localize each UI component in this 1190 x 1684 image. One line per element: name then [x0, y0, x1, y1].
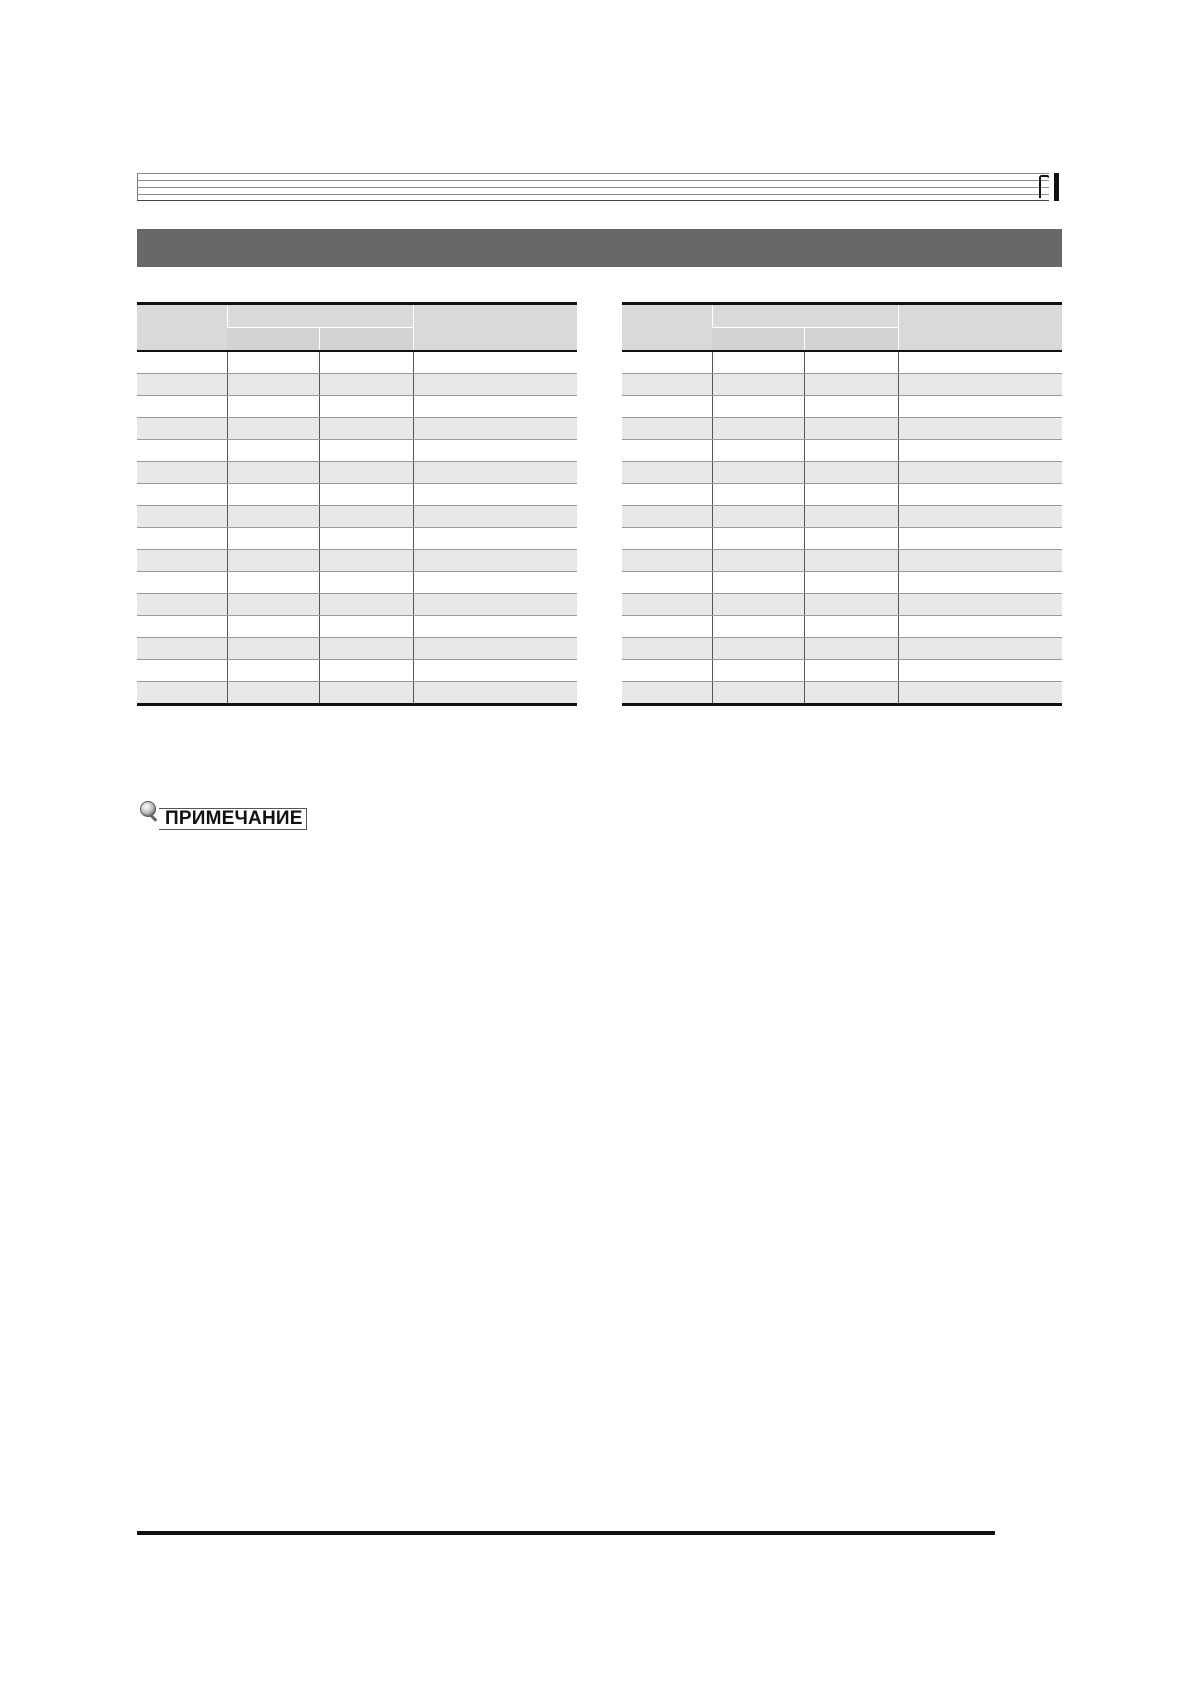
table-cell [413, 638, 577, 660]
table-cell [622, 484, 712, 506]
table-cell [137, 462, 227, 484]
table-row [622, 682, 1062, 705]
table-cell [319, 660, 413, 682]
data-table-left [137, 302, 577, 706]
table-row [622, 528, 1062, 550]
table-row [137, 550, 577, 572]
table-cell [804, 374, 898, 396]
table-cell [898, 418, 1062, 440]
table-row [137, 594, 577, 616]
table-row [622, 572, 1062, 594]
table-row [622, 638, 1062, 660]
table-cell [137, 660, 227, 682]
table-cell [319, 440, 413, 462]
table-cell [137, 638, 227, 660]
table-cell [413, 682, 577, 705]
table-cell [898, 396, 1062, 418]
table-cell [622, 374, 712, 396]
table-cell [137, 528, 227, 550]
table-header-cell [898, 304, 1062, 352]
table-cell [319, 374, 413, 396]
table-cell [137, 396, 227, 418]
table-cell [137, 484, 227, 506]
table-cell [227, 440, 319, 462]
table-row [137, 682, 577, 705]
table-cell [227, 550, 319, 572]
table-cell [319, 506, 413, 528]
table-cell [898, 550, 1062, 572]
table-row [137, 638, 577, 660]
table-cell [898, 351, 1062, 374]
table-cell [804, 440, 898, 462]
table-row [622, 418, 1062, 440]
table-cell [137, 440, 227, 462]
table-cell [413, 484, 577, 506]
table-cell [804, 616, 898, 638]
table-cell [227, 418, 319, 440]
table-cell [319, 528, 413, 550]
table-row [137, 660, 577, 682]
table-cell [898, 682, 1062, 705]
table-cell [712, 462, 804, 484]
table-cell [413, 616, 577, 638]
table-row [137, 374, 577, 396]
table-cell [712, 550, 804, 572]
table-cell [413, 351, 577, 374]
staff-line [137, 187, 1049, 188]
table-cell [319, 572, 413, 594]
table-cell [622, 638, 712, 660]
table-cell [622, 506, 712, 528]
table-cell [137, 506, 227, 528]
table-cell [319, 484, 413, 506]
table-cell [137, 418, 227, 440]
table-cell [413, 418, 577, 440]
table-cell [622, 616, 712, 638]
table-cell [319, 682, 413, 705]
table-cell [319, 616, 413, 638]
table-cell [227, 660, 319, 682]
table-cell [227, 351, 319, 374]
table-cell [413, 396, 577, 418]
table-cell [898, 484, 1062, 506]
table-row [622, 484, 1062, 506]
table-row [622, 351, 1062, 374]
table-cell [898, 528, 1062, 550]
table-cell [622, 351, 712, 374]
table-cell [319, 550, 413, 572]
table-cell [712, 484, 804, 506]
table-row [137, 528, 577, 550]
table-cell [319, 594, 413, 616]
table-cell [712, 682, 804, 705]
data-table-right [622, 302, 1062, 706]
table-cell [898, 506, 1062, 528]
table-cell [413, 506, 577, 528]
staff-end-bar [1054, 173, 1059, 201]
table-header-cell [137, 304, 227, 352]
table-cell [712, 440, 804, 462]
table-cell [227, 396, 319, 418]
table-cell [804, 418, 898, 440]
table-cell [804, 550, 898, 572]
table-cell [413, 572, 577, 594]
table-cell [413, 528, 577, 550]
table-row [622, 550, 1062, 572]
table-cell [804, 396, 898, 418]
table-cell [622, 550, 712, 572]
table-cell [712, 351, 804, 374]
table-cell [622, 396, 712, 418]
eighth-note-icon [1036, 174, 1050, 200]
table-cell [898, 572, 1062, 594]
table-cell [137, 374, 227, 396]
table-cell [227, 616, 319, 638]
table-cell [622, 682, 712, 705]
table-row [137, 440, 577, 462]
table-cell [319, 462, 413, 484]
table-header-group [227, 304, 413, 328]
table-cell [227, 572, 319, 594]
table-row [137, 351, 577, 374]
table-row [137, 418, 577, 440]
table-cell [319, 396, 413, 418]
table-cell [712, 396, 804, 418]
table-cell [712, 616, 804, 638]
table-cell [622, 660, 712, 682]
table-cell [227, 374, 319, 396]
table-row [137, 484, 577, 506]
table-cell [712, 418, 804, 440]
table-cell [898, 660, 1062, 682]
table-cell [137, 572, 227, 594]
table-row [137, 462, 577, 484]
table-cell [712, 594, 804, 616]
table-cell [413, 374, 577, 396]
table-row [137, 572, 577, 594]
table-cell [898, 616, 1062, 638]
table-subheader-cell [804, 328, 898, 352]
table-cell [227, 462, 319, 484]
table-cell [712, 572, 804, 594]
magnifier-icon [139, 800, 161, 822]
table-cell [137, 682, 227, 705]
table-row [622, 616, 1062, 638]
table-row [622, 462, 1062, 484]
table-cell [319, 418, 413, 440]
table-cell [898, 462, 1062, 484]
table-cell [413, 660, 577, 682]
table-cell [319, 351, 413, 374]
table-row [622, 374, 1062, 396]
table-cell [898, 594, 1062, 616]
table-cell [712, 374, 804, 396]
table-cell [712, 528, 804, 550]
table-cell [898, 638, 1062, 660]
section-heading-band [137, 229, 1062, 267]
table-header-cell [413, 304, 577, 352]
table-cell [804, 484, 898, 506]
table-cell [898, 440, 1062, 462]
table-cell [413, 550, 577, 572]
table-cell [622, 572, 712, 594]
table-cell [227, 528, 319, 550]
staff-line [137, 173, 1049, 174]
table-row [622, 594, 1062, 616]
table-cell [227, 506, 319, 528]
table-cell [227, 594, 319, 616]
table-cell [413, 462, 577, 484]
table-cell [413, 594, 577, 616]
table-cell [804, 528, 898, 550]
table-subheader-cell [319, 328, 413, 352]
table-cell [622, 440, 712, 462]
table-cell [622, 418, 712, 440]
table-cell [622, 528, 712, 550]
staff-line [137, 180, 1049, 181]
staff-line [137, 194, 1049, 195]
table-cell [413, 440, 577, 462]
table-cell [622, 594, 712, 616]
table-cell [319, 638, 413, 660]
table-row [622, 506, 1062, 528]
table-cell [804, 572, 898, 594]
staff-line [137, 200, 1049, 201]
table-cell [622, 462, 712, 484]
table-cell [804, 351, 898, 374]
table-header-cell [622, 304, 712, 352]
table-header-group [712, 304, 898, 328]
table-cell [137, 616, 227, 638]
table-cell [137, 351, 227, 374]
table-subheader-cell [712, 328, 804, 352]
table-cell [804, 506, 898, 528]
footer-rule [137, 1531, 995, 1535]
table-cell [898, 374, 1062, 396]
table-cell [227, 682, 319, 705]
table-body-left [137, 351, 577, 705]
table-body-right [622, 351, 1062, 705]
table-cell [804, 462, 898, 484]
table-cell [804, 682, 898, 705]
table-row [622, 440, 1062, 462]
note-label: ПРИМЕЧАНИЕ [159, 808, 307, 830]
table-cell [137, 594, 227, 616]
table-cell [712, 638, 804, 660]
table-row [137, 506, 577, 528]
table-cell [804, 638, 898, 660]
table-row [137, 616, 577, 638]
page-header-staff [137, 173, 1059, 201]
table-subheader-cell [227, 328, 319, 352]
table-row [622, 660, 1062, 682]
table-cell [804, 594, 898, 616]
table-row [137, 396, 577, 418]
table-cell [804, 660, 898, 682]
table-cell [227, 484, 319, 506]
table-cell [712, 506, 804, 528]
table-row [622, 396, 1062, 418]
table-cell [712, 660, 804, 682]
table-cell [227, 638, 319, 660]
table-cell [137, 550, 227, 572]
